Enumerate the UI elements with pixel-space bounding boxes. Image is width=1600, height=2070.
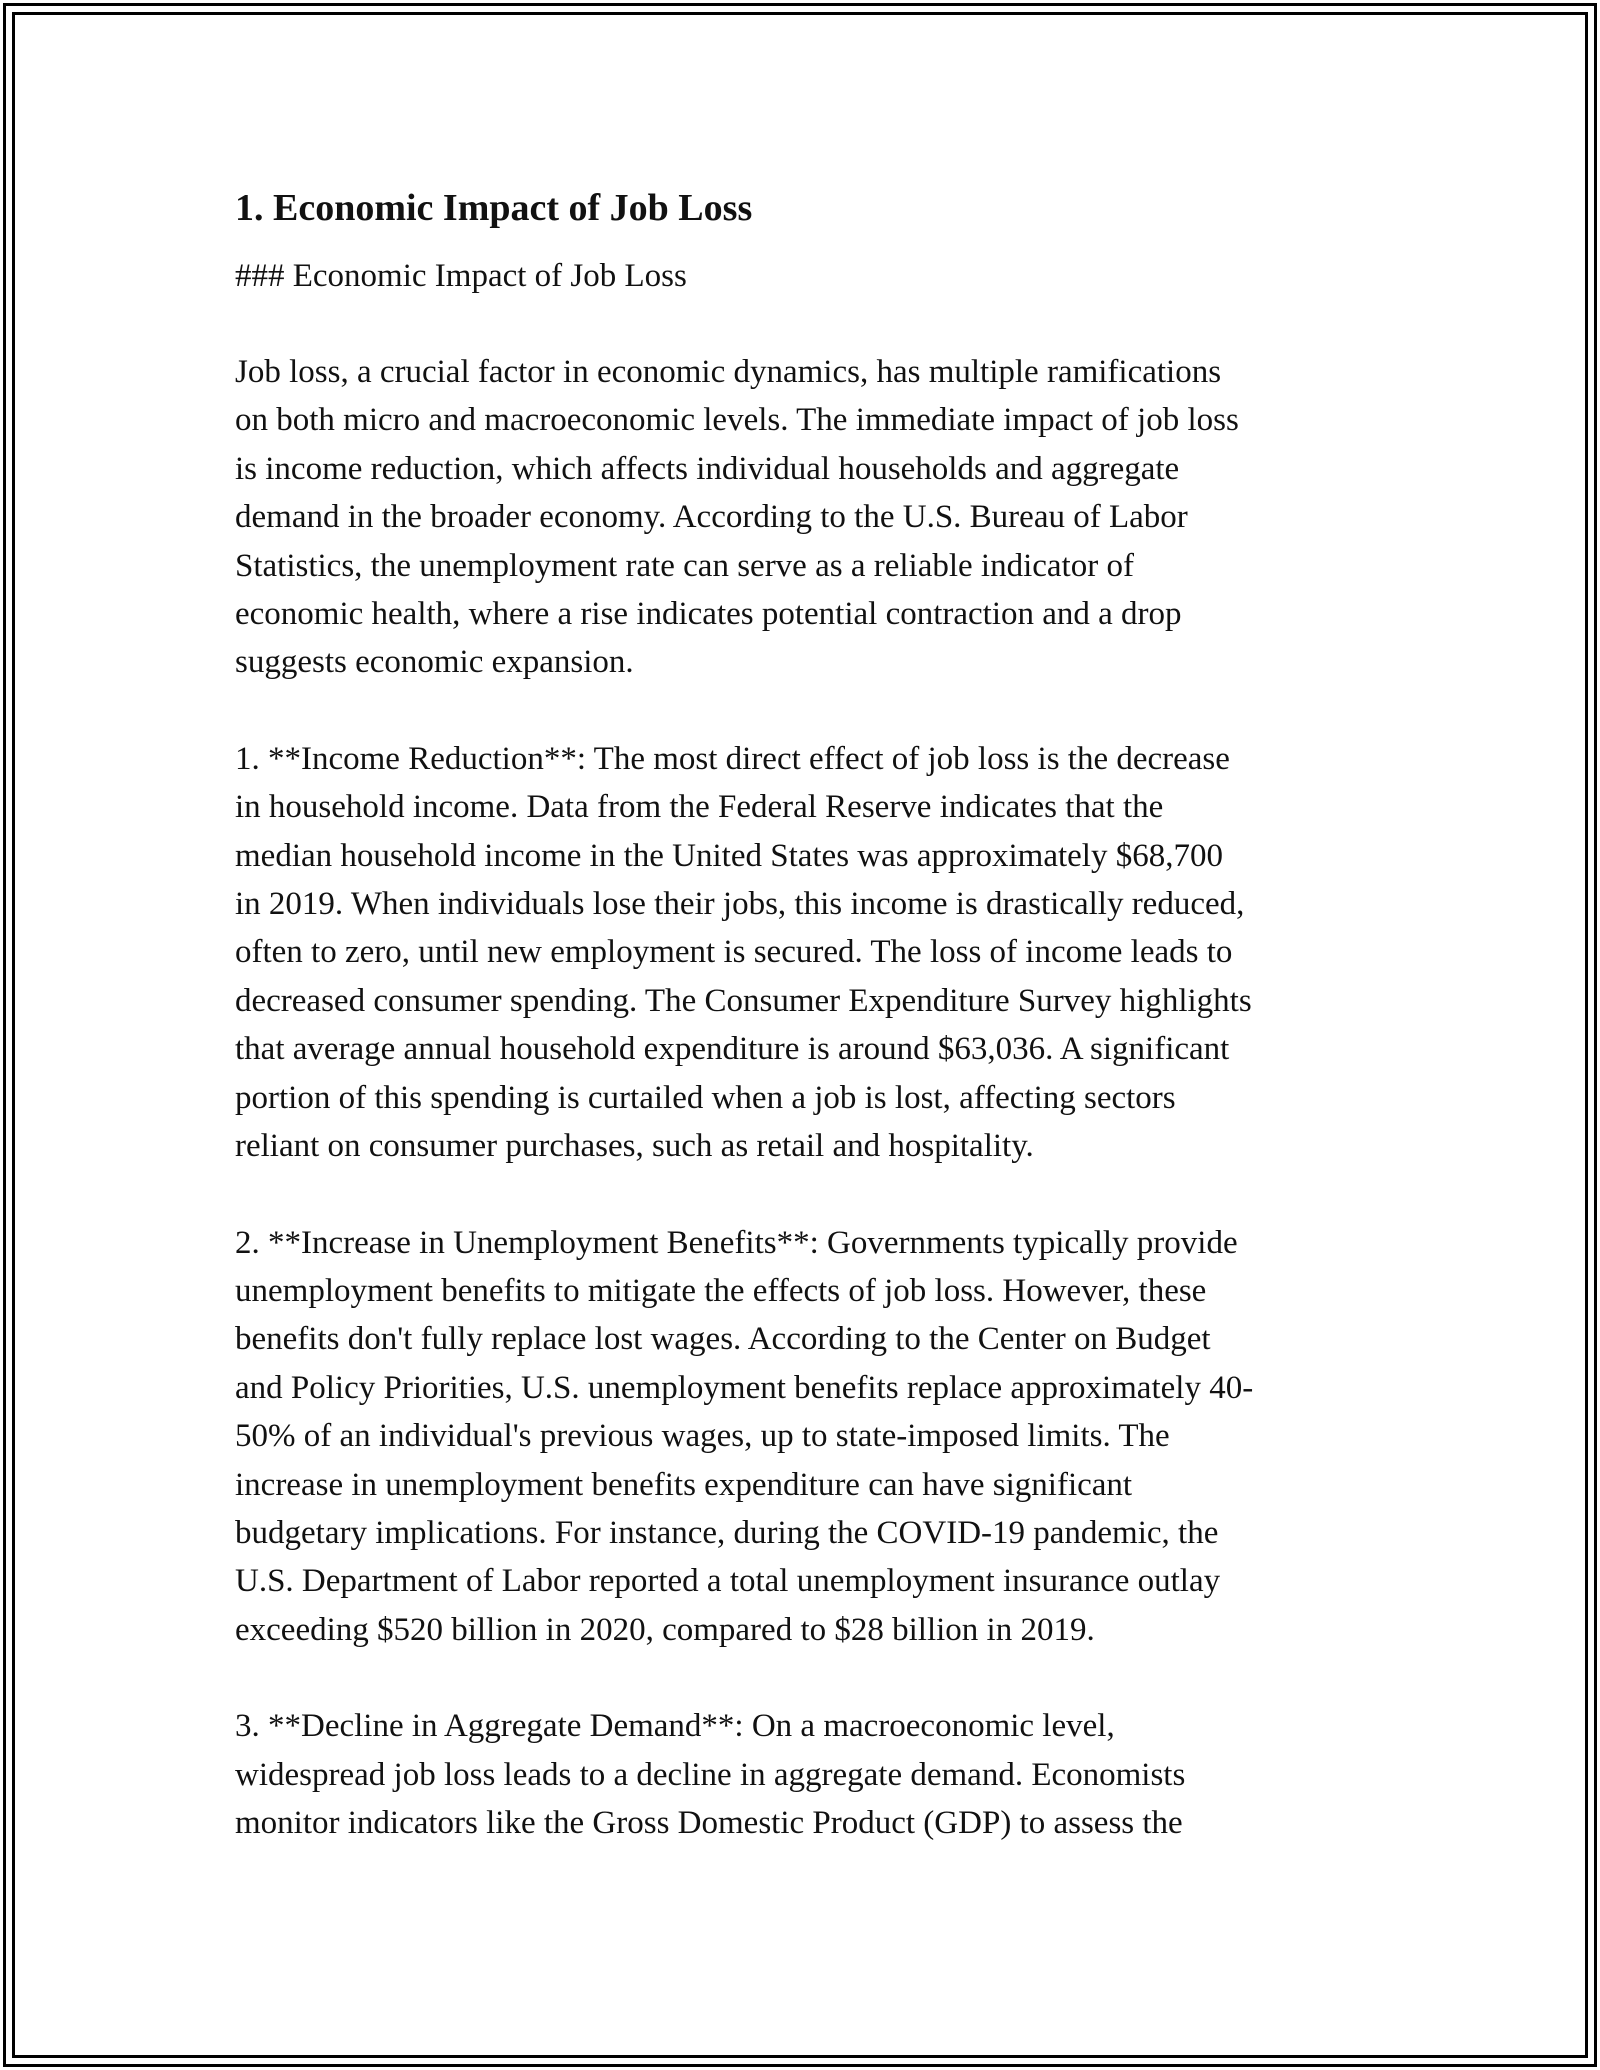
text-line: exceeding $520 billion in 2020, compared to $28 billion in 2019.	[235, 1611, 1095, 1648]
text-line: often to zero, until new employment is secured. The loss of income leads to	[235, 934, 1233, 971]
text-line: is income reduction, which affects individual households and aggregate	[235, 450, 1180, 487]
intro-paragraph	[235, 348, 1370, 687]
text-line: median household income in the United States was approximately $68,700	[235, 837, 1223, 874]
text-line: demand in the broader economy. According to the U.S. Bureau of Labor	[235, 499, 1188, 536]
text-line: widespread job loss leads to a decline in aggregate demand. Economists	[235, 1756, 1186, 1793]
text-line: 2. **Increase in Unemployment Benefits**: Governments typically provide	[235, 1224, 1238, 1261]
text-line: 50% of an individual's previous wages, up to state-imposed limits. The	[235, 1418, 1170, 1455]
document-body	[235, 184, 1370, 1895]
text-line: monitor indicators like the Gross Domestic Product (GDP) to assess the	[235, 1804, 1183, 1841]
text-line: increase in unemployment benefits expenditure can have significant	[235, 1466, 1133, 1503]
text-line: decreased consumer spending. The Consumer Expenditure Survey highlights	[235, 982, 1252, 1019]
text-line: 1. **Income Reduction**: The most direct effect of job loss is the decrease	[235, 740, 1230, 777]
income-reduction-paragraph	[235, 735, 1370, 1171]
text-line: budgetary implications. For instance, during the COVID-19 pandemic, the	[235, 1514, 1219, 1551]
text-line: in 2019. When individuals lose their jobs, this income is drastically reduced,	[235, 886, 1245, 923]
text-line: U.S. Department of Labor reported a total unemployment insurance outlay	[235, 1563, 1221, 1600]
markdown-subheading: ### Economic Impact of Job Loss	[235, 258, 687, 294]
text-line: portion of this spending is curtailed when a job is lost, affecting sectors	[235, 1079, 1176, 1116]
text-line: Job loss, a crucial factor in economic dynamics, has multiple ramifications	[235, 354, 1222, 390]
text-line: 3. **Decline in Aggregate Demand**: On a macroeconomic level,	[235, 1708, 1115, 1745]
text-line: that average annual household expenditure is around $63,036. A significant	[235, 1031, 1230, 1068]
unemployment-benefits-paragraph	[235, 1219, 1370, 1655]
aggregate-demand-paragraph	[235, 1702, 1370, 1847]
text-line: economic health, where a rise indicates potential contraction and a drop	[235, 596, 1182, 633]
text-line: and Policy Priorities, U.S. unemployment benefits replace approximately 40-	[235, 1369, 1254, 1406]
text-line: reliant on consumer purchases, such as retail and hospitality.	[235, 1128, 1034, 1165]
text-line: unemployment benefits to mitigate the effects of job loss. However, these	[235, 1272, 1207, 1309]
text-line: suggests economic expansion.	[235, 644, 634, 681]
text-line: benefits don't fully replace lost wages. According to the Center on Budget	[235, 1321, 1211, 1358]
text-line: Statistics, the unemployment rate can serve as a reliable indicator of	[235, 547, 1134, 584]
text-line: in household income. Data from the Federal Reserve indicates that the	[235, 789, 1164, 826]
document-title: 1. Economic Impact of Job Loss	[235, 187, 753, 229]
text-line: on both micro and macroeconomic levels. The immediate impact of job loss	[235, 402, 1239, 439]
